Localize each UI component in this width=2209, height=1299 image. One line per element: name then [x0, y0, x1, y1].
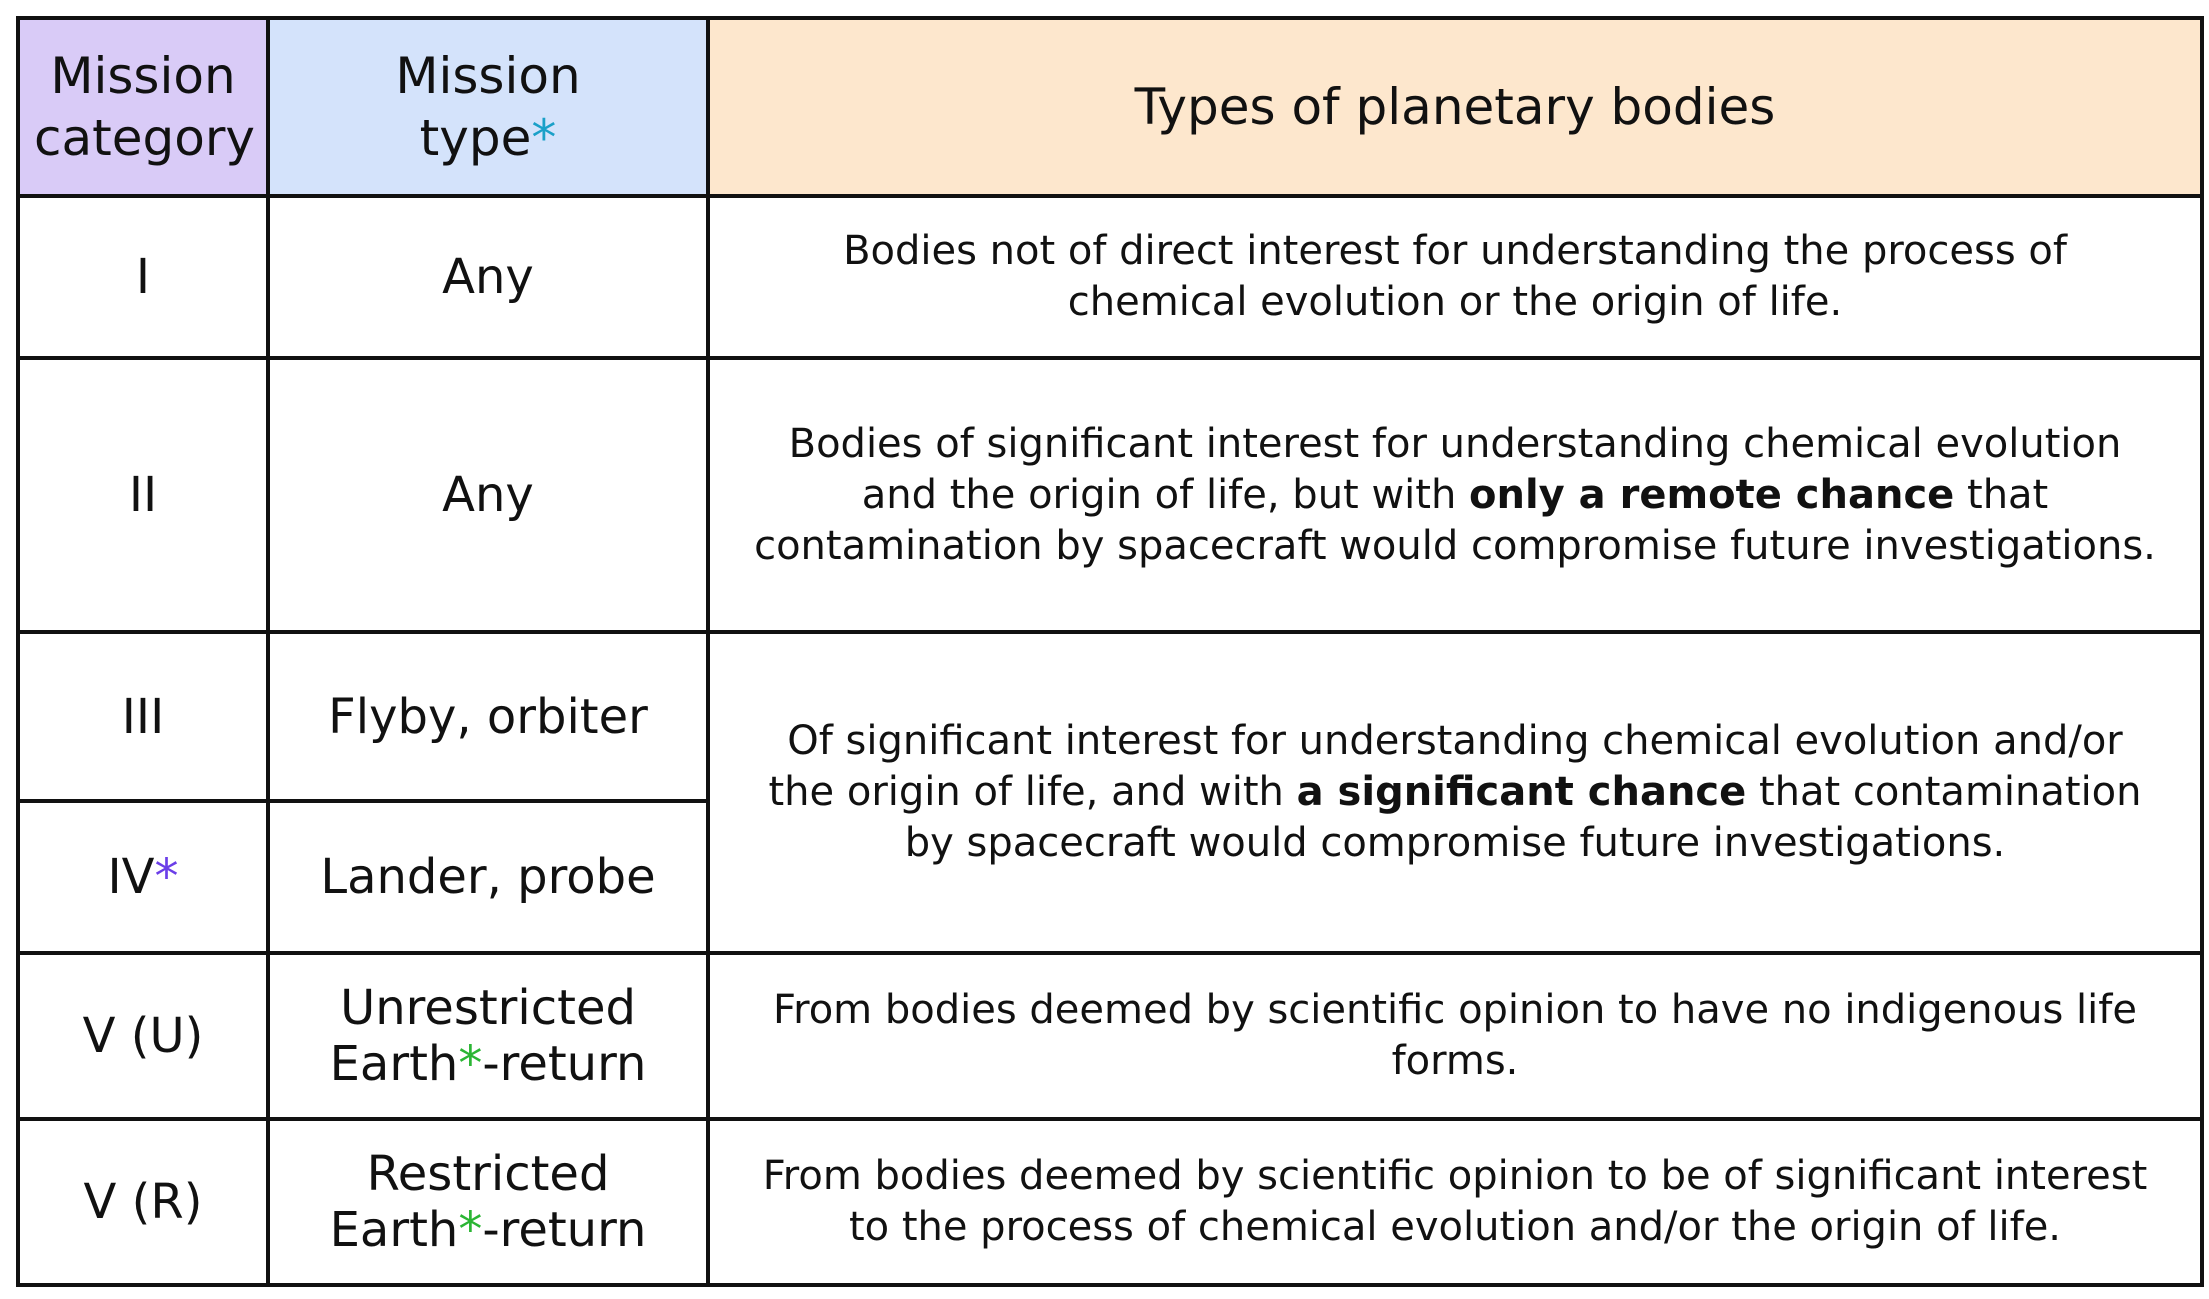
- row-mission-type: Lander, probe: [268, 801, 708, 953]
- desc-line: From bodies deemed by scientific opinion to be of significant interest: [762, 1153, 2148, 1199]
- row-description: [708, 196, 2202, 358]
- desc-line: [724, 470, 2186, 521]
- desc-text: and the origin of life, but with: [861, 471, 1470, 518]
- type-text: -return: [482, 1202, 647, 1258]
- emphasis-significant-chance: a significant chance: [1296, 769, 1747, 815]
- type-line: [284, 1036, 692, 1092]
- header-mission-category: [18, 18, 268, 196]
- earth-asterisk-marker: *: [458, 1036, 483, 1092]
- header-type-line2: type: [419, 109, 532, 167]
- header-category-line1: Mission: [50, 47, 236, 105]
- row-description: [708, 1119, 2202, 1285]
- header-type-line2-wrap: [284, 107, 692, 169]
- row-mission-type: Any: [268, 196, 708, 358]
- row-mission-type: [268, 953, 708, 1119]
- desc-line: forms.: [1391, 1038, 1519, 1084]
- row-mission-type: Flyby, orbiter: [268, 632, 708, 801]
- type-asterisk-marker: *: [531, 109, 557, 167]
- desc-line: by spacecraft would compromise future investigations.: [904, 820, 2006, 866]
- planetary-protection-table: [16, 16, 2204, 1287]
- row-category: III: [18, 632, 268, 801]
- table-row: [18, 953, 2202, 1119]
- table-row: [18, 632, 2202, 801]
- iv-asterisk-marker: *: [154, 849, 179, 905]
- table-wrapper: [16, 16, 2204, 1287]
- category-label: IV: [107, 849, 155, 905]
- row-category: V (U): [18, 953, 268, 1119]
- header-types-of-planetary-bodies: Types of planetary bodies: [708, 18, 2202, 196]
- header-row: [18, 18, 2202, 196]
- desc-line: Bodies of significant interest for understanding chemical evolution: [788, 420, 2122, 467]
- emphasis-remote-chance: only a remote chance: [1469, 471, 1955, 518]
- type-text: -return: [482, 1036, 647, 1092]
- desc-text: the origin of life, and with: [768, 769, 1297, 815]
- type-text: Earth: [329, 1202, 459, 1258]
- row-category: [18, 801, 268, 953]
- row-description-shared: [708, 632, 2202, 953]
- desc-line: From bodies deemed by scientific opinion to have no indigenous life: [773, 987, 2137, 1033]
- desc-line: Bodies not of direct interest for understanding the process of: [843, 228, 2067, 274]
- type-line: Unrestricted: [340, 980, 636, 1036]
- desc-text: that contamination: [1746, 769, 2142, 815]
- earth-asterisk-marker: *: [458, 1202, 483, 1258]
- row-category: V (R): [18, 1119, 268, 1285]
- type-text: Earth: [329, 1036, 459, 1092]
- type-line: Restricted: [366, 1146, 610, 1202]
- row-description: [708, 358, 2202, 632]
- desc-line: [724, 767, 2186, 818]
- row-category: I: [18, 196, 268, 358]
- row-description: [708, 953, 2202, 1119]
- desc-line: chemical evolution or the origin of life.: [1067, 279, 1843, 325]
- header-mission-type: [268, 18, 708, 196]
- desc-line: Of significant interest for understanding chemical evolution and/or: [787, 718, 2123, 764]
- header-category-line2: category: [34, 109, 255, 167]
- table-row: [18, 196, 2202, 358]
- desc-line: to the process of chemical evolution and/or the origin of life.: [848, 1204, 2062, 1250]
- table-row: [18, 1119, 2202, 1285]
- header-type-line1: Mission: [395, 47, 581, 105]
- row-mission-type: Any: [268, 358, 708, 632]
- desc-line: contamination by spacecraft would compromise future investigations.: [754, 522, 2156, 569]
- row-category: II: [18, 358, 268, 632]
- type-line: [284, 1202, 692, 1258]
- row-mission-type: [268, 1119, 708, 1285]
- desc-text: that: [1954, 471, 2049, 518]
- table-row: [18, 358, 2202, 632]
